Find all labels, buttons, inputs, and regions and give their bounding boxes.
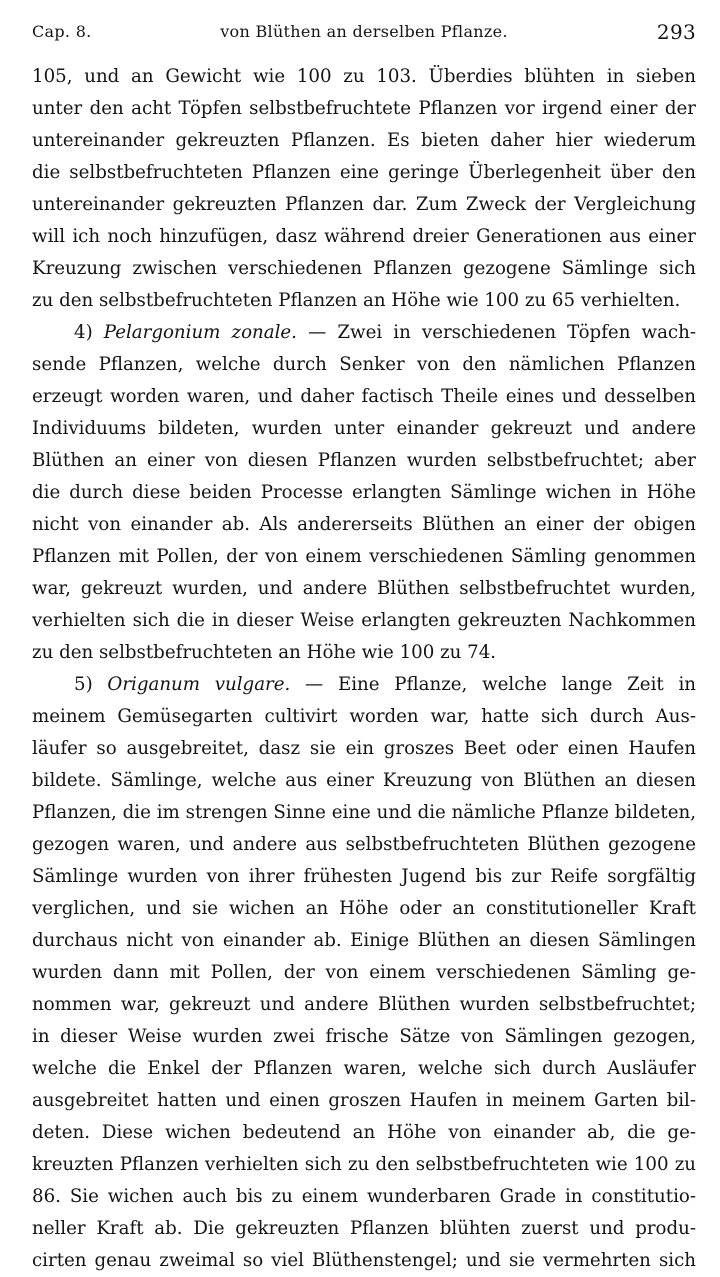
text-line: 105, und an Gewicht wie 100 zu 103. Überdies blühten in sieben [32,66,696,87]
text-line: wurden dann mit Pollen, der von einem verschiedenen Sämling ge- [32,962,696,983]
text-line: deten. Diese wichen bedeutend an Höhe von einander ab, die ge- [32,1122,696,1143]
text-line: ausgebreitet hatten und einen groszen Haufen in meinem Garten bil- [32,1090,696,1111]
text-line: bildete. Sämlinge, welche aus einer Kreuzung von Blüthen an diesen [32,770,696,791]
text-line: verglichen, und sie wichen an Höhe oder an constitutioneller Kraft [32,898,696,919]
text-line: verhielten sich die in dieser Weise erlangten gekreuzten Nachkommen [32,610,696,631]
text-line: durchaus nicht von einander ab. Einige Blüthen an diesen Sämlingen [32,930,696,951]
text-line: meinem Gemüsegarten cultivirt worden war, hatte sich durch Aus- [32,706,696,727]
text-line: nommen war, gekreuzt und andere Blüthen wurden selbstbefruchtet; [32,994,696,1015]
species-name: Origanum vulgare. [107,674,291,695]
text-line: Kreuzung zwischen verschiedenen Pflanzen gezogene Sämlinge sich [32,258,696,279]
text-line: cirten genau zweimal so viel Blüthenstengel; und sie vermehrten sich [32,1250,696,1271]
running-title: von Blüthen an derselben Pflanze. [220,22,508,41]
text-line: nicht von einander ab. Als andererseits Blüthen an einer der obigen [32,514,696,535]
text-line: kreuzten Pflanzen verhielten sich zu den selbstbefruchteten wie 100 zu [32,1154,696,1175]
text-line: zu den selbstbefruchteten Pflanzen an Höhe wie 100 zu 65 verhielten. [32,290,681,311]
text-line: erzeugt worden waren, und daher factisch Theile eines und desselben [32,386,696,407]
text-line: Blüthen an einer von diesen Pflanzen wurden selbstbefruchtet; aber [32,450,696,471]
text-line: Pflanzen, die im strengen Sinne eine und die nämliche Pflanze bildeten, [32,802,696,823]
section-heading-line: 5) Origanum vulgare. — Eine Pflanze, welche lange Zeit in [74,674,696,695]
text-line: läufer so ausgebreitet, dasz sie ein groszes Beet oder einen Haufen [32,738,696,759]
species-name: Pelargonium zonale. [103,322,297,343]
text-line: Individuums bildeten, wurden unter einander gekreuzt und andere [32,418,696,439]
text-line: war, gekreuzt wurden, und andere Blüthen selbstbefruchtet wurden, [32,578,696,599]
text-line: sende Pflanzen, welche durch Senker von den nämlichen Pflanzen [32,354,696,375]
text-line: neller Kraft ab. Die gekreuzten Pflanzen blühten zuerst und produ- [32,1218,696,1239]
text-line: welche die Enkel der Pflanzen waren, welche sich durch Ausläufer [32,1058,696,1079]
text-line: gezogen waren, und andere aus selbstbefruchteten Blüthen gezogene [32,834,696,855]
text-line: untereinander gekreuzten Pflanzen. Es bieten daher hier wiederum [32,130,696,151]
section-heading-line: 4) Pelargonium zonale. — Zwei in verschiedenen Töpfen wach- [74,322,696,343]
running-head [32,22,696,52]
text-line: die selbstbefruchteten Pflanzen eine geringe Überlegenheit über den [32,162,696,183]
text-line: in dieser Weise wurden zwei frische Sätze von Sämlingen gezogen, [32,1026,696,1047]
text-line: untereinander gekreuzten Pflanzen dar. Zum Zweck der Vergleichung [32,194,696,215]
text-line: will ich noch hinzufügen, dasz während dreier Generationen aus einer [32,226,696,247]
text-line: Pflanzen mit Pollen, der von einem verschiedenen Sämling genommen [32,546,696,567]
body-text [32,61,696,1277]
text-line: die durch diese beiden Processe erlangten Sämlinge wichen in Höhe [32,482,696,503]
chapter-label: Cap. 8. [32,22,92,41]
text-line: Sämlinge wurden von ihrer frühesten Jugend bis zur Reife sorgfältig [32,866,696,887]
text-line: unter den acht Töpfen selbstbefruchtete Pflanzen vor irgend einer der [32,98,696,119]
text-line: 86. Sie wichen auch bis zu einem wunderbaren Grade in constitutio- [32,1186,696,1207]
text-line: zu den selbstbefruchteten an Höhe wie 100 zu 74. [32,642,497,663]
page-number: 293 [656,20,696,44]
book-page [32,22,696,1277]
